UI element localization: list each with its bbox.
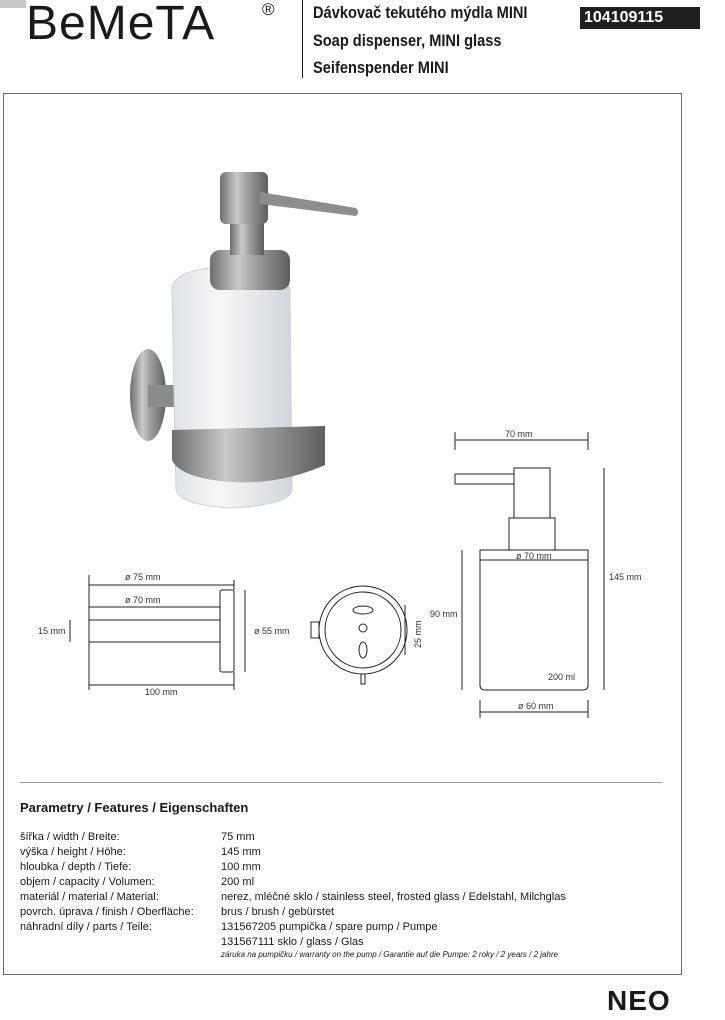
spec-value: 131567111 sklo / glass / Glas [221,936,364,948]
spec-value: nerez, mléčné sklo / stainless steel, frosted glass / Edelstahl, Milchglas [221,891,566,903]
spec-label: hloubka / depth / Tiefe: [20,861,132,873]
dim-front-d60: ø 60 mm [518,701,554,711]
dim-side-d75: ø 75 mm [125,572,161,582]
dim-side-l100: 100 mm [145,687,178,697]
warranty-note: záruka na pumpičku / warranty on the pump / Garantie auf die Pumpe: 2 roky / 2 years / 2 jahre [221,950,559,959]
title-cz: Dávkovač tekutého mýdla MINI [313,3,528,22]
dim-front-w70: 70 mm [505,429,533,439]
dim-front-h145: 145 mm [609,572,642,582]
spec-value: 100 mm [221,861,261,873]
specs-heading: Parametry / Features / Eigenschaften [20,800,249,815]
dim-front-d70: ø 70 mm [516,551,552,561]
dim-side-h15: 15 mm [38,626,66,636]
series-name: NEO [607,985,671,1016]
section-divider [20,782,662,783]
spec-value: 200 ml [221,876,255,888]
spec-label: objem / capacity / Volumen: [20,876,155,888]
dim-side-d70: ø 70 mm [125,595,161,605]
dim-front-h90: 90 mm [430,609,458,619]
brand-logo: BeMeTA [26,0,216,50]
spec-label: šířka / width / Breite: [20,831,120,843]
spec-value: brus / brush / gebürstet [221,906,335,918]
product-code: 104109115 [580,7,700,29]
spec-value: 131567205 pumpička / spare pump / Pumpe [221,921,438,933]
spec-label: náhradní díly / parts / Teile: [20,921,152,933]
spec-value: 75 mm [221,831,255,843]
title-de: Seifenspender MINI [313,58,449,77]
spec-label: materiál / material / Material: [20,891,159,903]
spec-value: 145 mm [221,846,261,858]
title-en: Soap dispenser, MINI glass [313,31,502,50]
registered-mark: ® [262,0,275,19]
spec-label: výška / height / Höhe: [20,846,126,858]
dim-front-cap200: 200 ml [548,672,576,682]
dim-mount-h25: 25 mm [413,620,423,648]
spec-label: povrch. úprava / finish / Oberfläche: [20,906,194,918]
dim-side-d55: ø 55 mm [254,626,290,636]
